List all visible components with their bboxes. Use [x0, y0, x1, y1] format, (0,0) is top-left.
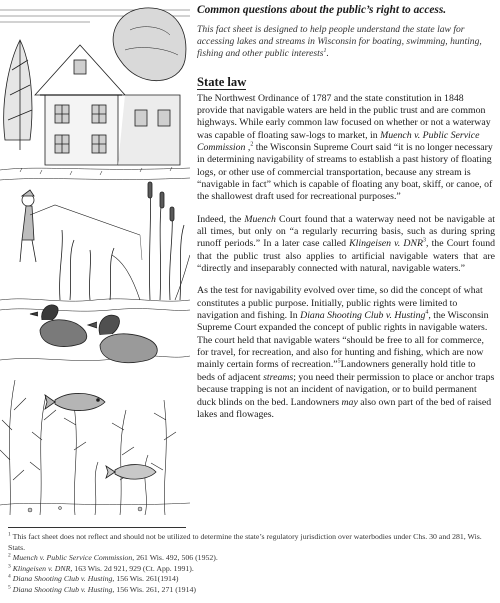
paragraph-text: , the Wisconsin Supreme Court expanded the concept of public rights in navigable waters. The court held that navigable waters “should be free to all for commerce, for travel, for recreation, and also for hunting and fishing, which are now mainly certain forms of recreation.” — [197, 310, 489, 371]
paragraph-text: , the Court found that the public trust also applies to artificial navigable waters that are “directly and inseparably connected with natural, navigable waters.” — [197, 238, 496, 275]
footnote-citation: , 156 Wis. 261(1914) — [112, 574, 179, 583]
footnote-case: Klingeisen v. DNR — [12, 563, 71, 573]
cattail-icon — [60, 182, 190, 300]
footnote-citation: , 261 Wis. 492, 506 (1952). — [132, 553, 218, 562]
footnotes — [8, 532, 496, 595]
footnote-number: 4 — [8, 573, 11, 580]
intro-end: . — [326, 48, 329, 60]
footnote-ref: 2 — [250, 141, 254, 148]
footnote-case: Muench v. Public Service Commission — [12, 553, 133, 562]
footnote-ref: 5 — [337, 359, 341, 366]
paragraph-text: The Northwest Ordinance of 1787 and the state constitution in 1848 provide that navigable waters are held in the public trust and are common highways. While early common law focused on whether or not a waterway was capable of floating saw-logs to market, in — [197, 92, 491, 141]
paragraph-text: As the test for navigability evolved over time, so did the concept of what constitutes a public purpose. Initially, public rights were limited to navigation and fishing. In — [197, 285, 483, 322]
section-title — [197, 75, 495, 90]
shoreline-illustration — [0, 0, 190, 515]
footnote — [8, 574, 496, 585]
lake-bed — [0, 503, 190, 512]
duck-icon — [30, 305, 157, 363]
footnote-ref: 4 — [425, 309, 429, 316]
footnote-number: 3 — [8, 562, 11, 569]
section-title-text: State law — [197, 74, 247, 89]
footnote-divider — [8, 527, 186, 528]
footnote — [8, 564, 496, 575]
footnote-case: Diana Shooting Club v. Husting — [12, 584, 113, 594]
page-heading: Common questions about the public’s right to access. — [197, 4, 447, 16]
fisherman-icon — [20, 190, 142, 262]
emphasis-may: may — [341, 396, 358, 408]
emphasis-streams: streams — [263, 371, 294, 383]
paragraph-1 — [197, 93, 495, 204]
footnote-ref: 3 — [422, 238, 426, 245]
paragraph-3 — [197, 285, 495, 421]
footnote-number: 1 — [8, 531, 11, 538]
footnote-ref: 1 — [323, 48, 327, 55]
footnote-case: Diana Shooting Club v. Husting — [12, 574, 113, 583]
paragraph-text: , — [245, 141, 251, 153]
paragraph-text: Landowners generally hold title to beds of adjacent — [197, 359, 476, 383]
case-name: Diana Shooting Club v. Husting — [300, 310, 426, 322]
intro-paragraph — [197, 24, 495, 61]
fish-icon — [45, 393, 156, 479]
footnote — [8, 553, 496, 564]
paragraph-text: ; you need their permission to place or anchor traps because trapping is not an incident of navigation, or to build permanent duck blinds on the bed. Landowners — [197, 371, 495, 408]
case-name: Klingeisen v. DNR — [349, 238, 423, 250]
footnote-citation: , 156 Wis. 261, 271 (1914) — [112, 584, 196, 594]
paragraph-2 — [197, 214, 495, 276]
paragraph-text: also own part of the bed of raised lakes and flowages. — [197, 396, 492, 420]
footnote — [8, 532, 496, 553]
case-name: Muench v. Public Service Commission — [197, 129, 480, 153]
main-text-column — [197, 0, 495, 431]
footnote-number: 5 — [8, 583, 11, 590]
intro-text: This fact sheet is designed to help people understand the state law for accessing lakes and streams in Wisconsin for boating, swimming, hunting, fishing and other public interests — [197, 24, 482, 60]
footnote-number: 2 — [8, 552, 11, 559]
paragraph-text: Court found that a waterway need not be navigable at all times, but only on “a regularly recurring basis, such as during spring runoff periods.” In a later case called — [197, 213, 495, 250]
footnote-citation: , 163 Wis. 2d 921, 929 (Ct. App. 1991). — [70, 563, 194, 573]
footnote — [8, 585, 496, 596]
shoreline — [0, 167, 190, 180]
paragraph-text: the Wisconsin Supreme Court said “it is no longer necessary in determining navigability of streams to establish a past history of floating logs, or other use of commercial transportation, because any stream is “navigable in fact” which is capable of floating any boat, skiff, or canoe, of the shallowest draft used for recreational purposes.” — [197, 141, 493, 203]
water-surface — [0, 299, 190, 361]
paragraph-text: Indeed, the — [197, 213, 245, 225]
footnote-text: This fact sheet does not reflect and should not be utilized to determine the state’s regulatory jurisdiction over waterbodies under Chs. 30 and 281, Wis. Stats. — [8, 532, 482, 552]
court-name: Muench — [244, 213, 276, 225]
